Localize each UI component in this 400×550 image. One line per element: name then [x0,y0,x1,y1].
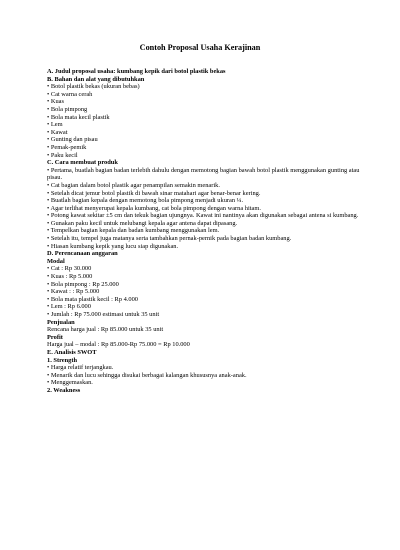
list-item: • Kawat : : Rp 5.000 [47,288,100,296]
list-item: • Kawat [47,128,68,136]
list-item: • Menarik dan lucu sehingga disukai berbagai kalangan khususnya anak-anak. [47,371,247,379]
list-item: • Gunting dan pisau [47,136,98,144]
list-item: • Bola pimpong : Rp 25.000 [47,280,119,288]
section-e-heading: E. Analisis SWOT [47,348,97,356]
list-item: • Lem [47,121,63,129]
profit-heading: Profit [47,333,63,341]
list-item: • Gunakan paku kecil untuk melubangi kepala agar antena dapat dipasang. [47,219,238,227]
list-item: • Cat warna cerah [47,90,93,98]
modal-heading: Modal [47,257,65,265]
list-item: • Potong kawat sekitar ±5 cm dan tekuk bagian ujungnya. Kawat ini nantinya akan digunakan sebagai antena si kumbang. [47,212,359,220]
list-item: • Harga relatif terjangkau. [47,364,114,372]
profit-text: Harga jual – modal : Rp 85.000-Rp 75.000 = Rp 10.000 [47,341,190,349]
section-d-heading: D. Perencanaan anggaran [47,250,118,258]
penjualan-text: Rencana harga jual : Rp 85.000 untuk 35 unit [47,326,164,334]
document-title: Contoh Proposal Usaha Kerajinan [139,43,261,52]
list-item: • Agar terlihat menyerupai kepala kumbang, cat bola pimpong dengan warna hitam. [47,204,261,212]
list-item: • Jumlah : Rp 75.000 estimasi untuk 35 unit [47,311,160,318]
section-c-heading: C. Cara membuat produk [47,159,118,167]
list-item: • Bola mata kecil plastik [47,113,110,121]
document-body [47,68,367,395]
list-item: • Pertama, buatlah bagian badan terlebih dahulu dengan memotong bagian bawah botol plastik menggunakan gunting atau pisau. [47,166,360,182]
section-b-heading: B. Bahan dan alat yang dibutuhkan [47,75,145,83]
list-item: • Cat : Rp 30.000 [47,265,92,273]
section-a-heading: A. Judul proposal usaha: kumbang kepik dari botol plastik bekas [47,68,226,75]
weakness-heading: 2. Weakness [47,386,81,394]
list-item: • Botol plastik bekas (ukuran bebas) [47,83,140,91]
list-item: • Kuas [47,98,64,106]
list-item: • Setelah dicat jemur botol plastik di bawah sinar matahari agar benar-benar kering. [47,189,261,197]
list-item: • Setelah itu, tempel juga matanya serta tambahkan pernak-pernik pada bagian badan kumbang. [47,235,292,243]
list-item: • Lem : Rp 6.000 [47,303,91,311]
list-item: • Paku kecil [47,151,78,159]
list-item: • Hiasan kumbang kepik yang lucu siap digunakan. [47,242,179,250]
list-item: • Cat bagian dalam botol plastik agar penampilan semakin menarik. [47,181,220,189]
list-item: • Bola mata plastik kecil : Rp 4.000 [47,295,138,303]
strength-heading: 1. Strength [47,356,78,364]
list-item: • Buatlah bagian kepala dengan memotong bola pimpong menjadi ukuran ¼. [47,197,244,205]
list-item: • Kuas : Rp 5.000 [47,273,93,281]
penjualan-heading: Penjualan [47,318,75,326]
list-item: • Bola pimpong [47,105,88,113]
list-item: • Menggemaskan. [47,379,93,387]
list-item: • Tempelkan bagian kepala dan badan kumbang menggunakan lem. [47,227,220,235]
list-item: • Pemak-pemik [47,143,87,151]
